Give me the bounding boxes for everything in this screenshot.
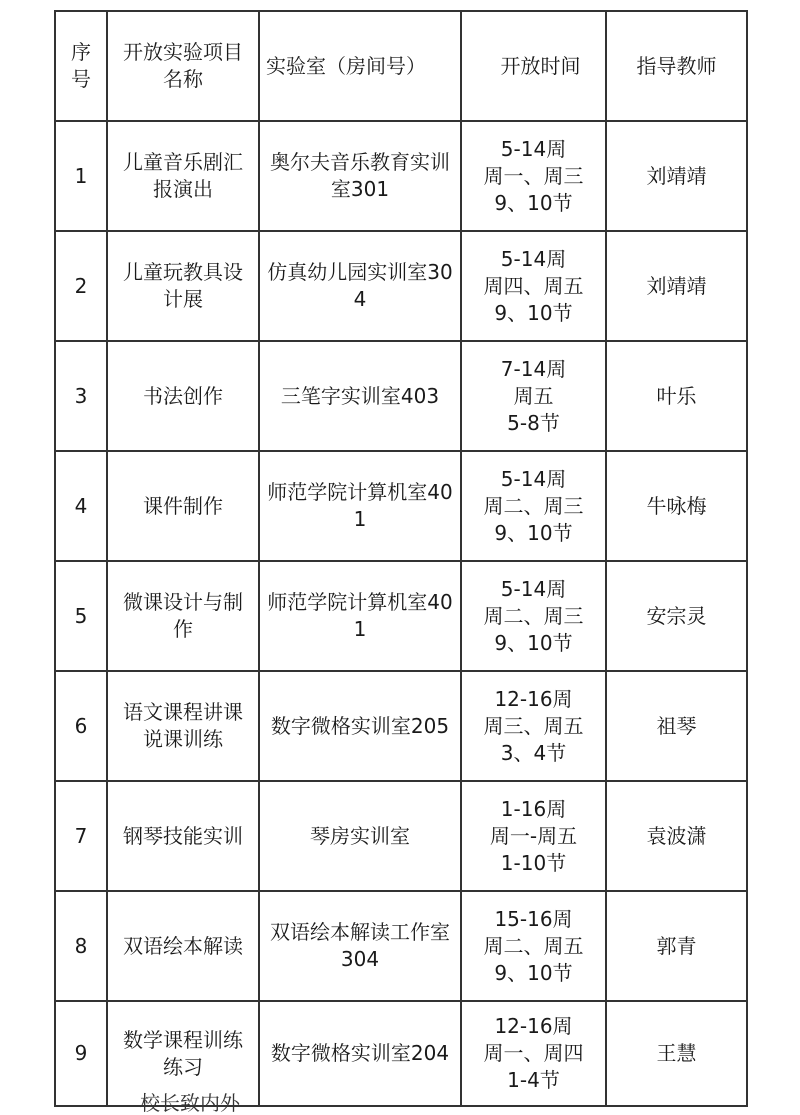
table-row: [55, 891, 747, 1001]
header-project-name: 开放实验项目名称: [107, 11, 259, 121]
time-weeks: 5-14周: [500, 136, 567, 161]
time-weeks: 5-14周: [500, 246, 567, 271]
cell-project-name: 课件制作: [107, 451, 259, 561]
cell-open-time: [461, 451, 606, 561]
cell-open-time: [461, 781, 606, 891]
time-weeks: 12-16周: [494, 686, 573, 711]
time-days: 周二、周三: [483, 603, 584, 628]
cell-project-name: 书法创作: [107, 341, 259, 451]
time-days: 周一、周四: [483, 1041, 584, 1065]
cell-no: 2: [55, 231, 107, 341]
time-days: 周一、周三: [483, 163, 584, 188]
time-days: 周四、周五: [483, 273, 584, 298]
time-weeks: 12-16周: [494, 1014, 573, 1038]
cell-lab-room: 双语绘本解读工作室304: [259, 891, 461, 1001]
time-days: 周三、周五: [483, 713, 584, 738]
cell-teacher: 郭青: [606, 891, 747, 1001]
cell-no: 4: [55, 451, 107, 561]
time-periods: 9、10节: [494, 300, 573, 325]
cell-no: 9: [55, 1001, 107, 1106]
table-header-row: [55, 11, 747, 121]
cell-lab-room: 师范学院计算机室401: [259, 561, 461, 671]
cell-teacher: 叶乐: [606, 341, 747, 451]
cell-teacher: 王慧: [606, 1001, 747, 1106]
time-periods: 9、10节: [494, 190, 573, 215]
cell-lab-room: 奥尔夫音乐教育实训室301: [259, 121, 461, 231]
time-weeks: 7-14周: [500, 356, 567, 381]
cell-project-name: 儿童音乐剧汇报演出: [107, 121, 259, 231]
cell-teacher: 袁波潇: [606, 781, 747, 891]
cell-teacher: 安宗灵: [606, 561, 747, 671]
time-periods: 3、4节: [500, 740, 567, 765]
cell-project-name: 双语绘本解读: [107, 891, 259, 1001]
time-periods: 5-8节: [507, 410, 560, 435]
header-lab-room: 实验室（房间号）: [259, 11, 461, 121]
cell-no: 3: [55, 341, 107, 451]
header-teacher: 指导教师: [606, 11, 747, 121]
footer-cut-text: [54, 1091, 354, 1115]
cell-no: 5: [55, 561, 107, 671]
time-weeks: 1-16周: [500, 796, 567, 821]
table-row: [55, 121, 747, 231]
table-row: [55, 781, 747, 891]
time-periods: 9、10节: [494, 960, 573, 985]
cell-project-name: 数学课程训练练习: [107, 1001, 259, 1106]
header-open-time: 开放时间: [461, 11, 606, 121]
cell-open-time: [461, 121, 606, 231]
table-row: [55, 561, 747, 671]
cell-lab-room: 琴房实训室: [259, 781, 461, 891]
header-no: 序号: [55, 11, 107, 121]
time-days: 周一-周五: [489, 823, 578, 848]
cell-teacher: 刘靖靖: [606, 231, 747, 341]
cell-open-time: [461, 671, 606, 781]
cell-lab-room: 师范学院计算机室401: [259, 451, 461, 561]
cell-teacher: 刘靖靖: [606, 121, 747, 231]
time-weeks: 15-16周: [494, 906, 573, 931]
cell-project-name: 微课设计与制作: [107, 561, 259, 671]
cell-open-time: [461, 341, 606, 451]
time-weeks: 5-14周: [500, 576, 567, 601]
cell-open-time: [461, 891, 606, 1001]
table-row: [55, 451, 747, 561]
schedule-table-container: [54, 10, 746, 1107]
cell-lab-room: 数字微格实训室204: [259, 1001, 461, 1106]
footer-partial-text: 校长致内外: [140, 1091, 240, 1115]
table-row: [55, 671, 747, 781]
cell-no: 7: [55, 781, 107, 891]
time-weeks: 5-14周: [500, 466, 567, 491]
table-row: [55, 231, 747, 341]
time-periods: 1-4节: [507, 1068, 560, 1092]
cell-no: 1: [55, 121, 107, 231]
cell-open-time: [461, 231, 606, 341]
cell-open-time: [461, 561, 606, 671]
time-periods: 9、10节: [494, 630, 573, 655]
cell-project-name: 钢琴技能实训: [107, 781, 259, 891]
cell-no: 6: [55, 671, 107, 781]
time-days: 周五: [513, 383, 554, 408]
open-lab-schedule-table: [54, 10, 748, 1107]
cell-lab-room: 数字微格实训室205: [259, 671, 461, 781]
time-days: 周二、周三: [483, 493, 584, 518]
table-row: [55, 341, 747, 451]
cell-teacher: 牛咏梅: [606, 451, 747, 561]
cell-project-name: 儿童玩教具设计展: [107, 231, 259, 341]
time-days: 周二、周五: [483, 933, 584, 958]
table-body: [55, 121, 747, 1106]
cell-project-name: 语文课程讲课说课训练: [107, 671, 259, 781]
cell-lab-room: 三笔字实训室403: [259, 341, 461, 451]
cell-teacher: 祖琴: [606, 671, 747, 781]
cell-open-time: [461, 1001, 606, 1106]
time-periods: 1-10节: [500, 850, 567, 875]
cell-no: 8: [55, 891, 107, 1001]
time-periods: 9、10节: [494, 520, 573, 545]
cell-lab-room: 仿真幼儿园实训室304: [259, 231, 461, 341]
